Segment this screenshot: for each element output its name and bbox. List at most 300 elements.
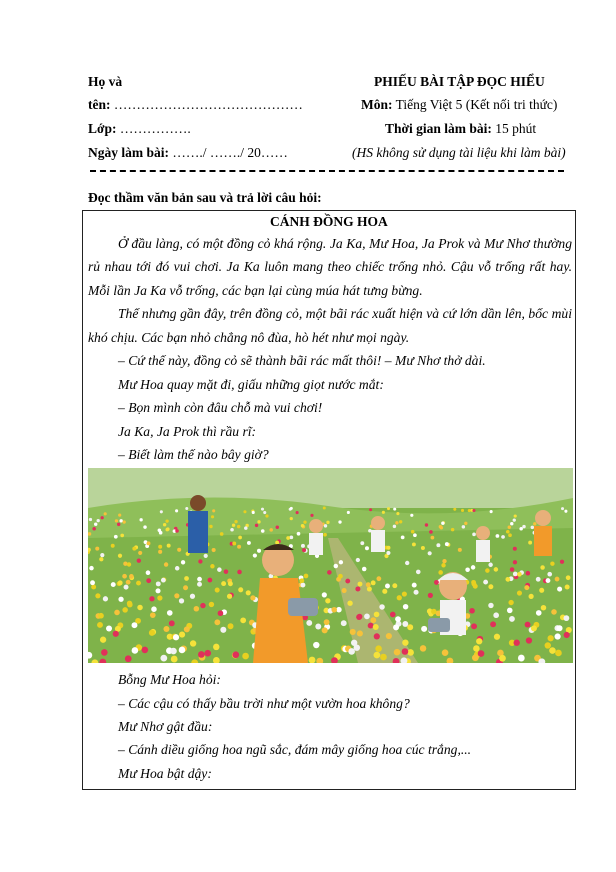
flower: [179, 647, 186, 654]
flower: [220, 532, 224, 536]
flower: [115, 519, 118, 522]
flower: [257, 549, 261, 553]
flower: [468, 509, 471, 512]
flower: [374, 652, 381, 659]
flower: [401, 536, 405, 540]
story-line: Ja Ka, Ja Prok thì rầu rĩ:: [118, 424, 257, 439]
flower: [103, 596, 108, 601]
flower: [357, 614, 363, 620]
flower: [407, 624, 413, 630]
flower: [227, 594, 232, 599]
flower: [390, 612, 396, 618]
flower: [396, 512, 399, 515]
flower: [499, 655, 506, 662]
flower: [471, 580, 476, 585]
flower: [442, 649, 449, 656]
flower: [204, 554, 208, 558]
flower: [111, 544, 115, 548]
flower: [158, 545, 162, 549]
flower: [560, 560, 564, 564]
flower: [94, 522, 97, 525]
child-figure: [371, 516, 385, 552]
flower: [114, 610, 120, 616]
flower: [89, 518, 92, 521]
flower: [453, 508, 456, 511]
flower: [120, 534, 124, 538]
flower: [402, 621, 408, 627]
flower: [395, 616, 401, 622]
flower: [402, 648, 409, 655]
flower: [509, 616, 515, 622]
flower: [508, 600, 513, 605]
flower: [355, 586, 360, 591]
flower: [185, 507, 188, 510]
flower: [488, 584, 493, 589]
flower: [549, 647, 556, 654]
flower: [351, 640, 357, 646]
flower: [451, 528, 455, 532]
flower: [158, 550, 162, 554]
class-field: Lớp: …………….: [88, 121, 191, 136]
flower: [100, 553, 104, 557]
flower: [132, 647, 139, 654]
flower: [286, 536, 290, 540]
flower: [548, 635, 554, 641]
flower: [170, 648, 177, 655]
flower: [97, 622, 103, 628]
flower: [507, 608, 513, 614]
flower: [118, 554, 122, 558]
flower: [129, 574, 134, 579]
flower: [301, 544, 305, 548]
flower: [230, 528, 234, 532]
flower: [257, 520, 260, 523]
flower: [421, 546, 425, 550]
flower: [529, 594, 534, 599]
flower: [536, 577, 541, 582]
flower: [445, 542, 449, 546]
flower: [261, 508, 264, 511]
flower: [204, 650, 211, 657]
flower: [290, 517, 293, 520]
flower: [513, 560, 517, 564]
flower: [263, 511, 266, 514]
flower: [302, 548, 306, 552]
flower: [122, 607, 128, 613]
flower: [161, 578, 166, 583]
flower: [385, 584, 390, 589]
flower: [228, 623, 234, 629]
flower: [369, 508, 372, 511]
flower: [392, 583, 397, 588]
flower: [224, 569, 229, 574]
flower: [175, 566, 180, 571]
flower: [412, 583, 417, 588]
flower: [348, 648, 355, 655]
flower: [137, 605, 142, 610]
flower: [184, 576, 189, 581]
flower: [139, 518, 142, 521]
flower: [164, 562, 168, 566]
flower: [106, 626, 112, 632]
flower: [360, 541, 364, 545]
flower: [519, 527, 523, 531]
flower: [117, 523, 120, 526]
flower: [458, 548, 462, 552]
flower: [374, 612, 380, 618]
flower: [402, 639, 408, 645]
flower: [146, 578, 151, 583]
flower: [92, 527, 96, 531]
flower: [347, 601, 352, 606]
flower: [250, 595, 255, 600]
flower: [197, 582, 202, 587]
flower: [513, 519, 516, 522]
flower: [370, 617, 376, 623]
flower: [174, 593, 179, 598]
flower: [493, 612, 499, 618]
flower: [494, 567, 499, 572]
story-line: – Cánh diều giống hoa ngũ sắc, đám mây giống hoa cúc trắng,...: [118, 742, 472, 757]
flower: [156, 581, 161, 586]
flower: [183, 585, 188, 590]
flower: [526, 637, 532, 643]
flower: [540, 565, 544, 569]
flower: [296, 511, 299, 514]
flower: [169, 620, 175, 626]
flower: [113, 631, 119, 637]
flower: [555, 577, 560, 582]
flower: [160, 655, 167, 662]
flower: [394, 649, 401, 656]
flower: [526, 571, 531, 576]
flower: [373, 624, 379, 630]
flower: [181, 560, 185, 564]
flower: [118, 514, 121, 517]
flower: [290, 507, 293, 510]
flower: [265, 514, 268, 517]
flower: [429, 530, 433, 534]
story-line: Mư Nhơ gật đầu:: [118, 719, 213, 734]
flower: [541, 605, 546, 610]
flower: [472, 654, 479, 661]
flower: [207, 578, 212, 583]
flower: [104, 512, 107, 515]
child-figure: [188, 495, 208, 553]
flower: [472, 509, 475, 512]
flower: [334, 564, 338, 568]
flower: [217, 567, 222, 572]
name-field: tên: ……………………………………: [88, 97, 303, 112]
flower: [434, 580, 439, 585]
flower: [240, 617, 246, 623]
flower: [368, 623, 374, 629]
flower: [143, 525, 146, 528]
flower: [89, 566, 94, 571]
flower: [261, 529, 265, 533]
flower: [407, 649, 414, 656]
flower: [522, 525, 525, 528]
flower: [488, 603, 493, 608]
flower: [209, 602, 214, 607]
flower: [136, 581, 141, 586]
flower: [301, 524, 304, 527]
flower: [375, 645, 382, 652]
flower: [531, 526, 534, 529]
flower: [255, 524, 258, 527]
flower: [442, 559, 446, 563]
flower: [171, 656, 178, 663]
flower: [327, 570, 332, 575]
flower: [147, 541, 151, 545]
flower: [565, 584, 570, 589]
flower: [175, 509, 178, 512]
flower: [405, 561, 409, 565]
flower: [210, 564, 214, 568]
flower: [165, 528, 169, 532]
story-line: – Cứ thế này, đồng cỏ sẽ thành bãi rác mất thôi! – Mư Nhơ thở dài.: [118, 353, 486, 368]
flower: [149, 596, 154, 601]
flower: [124, 585, 129, 590]
flower: [98, 613, 104, 619]
flower: [365, 546, 369, 550]
flower: [232, 542, 236, 546]
flower: [234, 520, 237, 523]
flower: [557, 625, 563, 631]
flower: [238, 587, 243, 592]
flower: [421, 626, 427, 632]
flower: [490, 510, 493, 513]
flower: [289, 535, 293, 539]
flower: [197, 577, 202, 582]
flower: [376, 576, 381, 581]
flower: [488, 563, 492, 567]
flower: [122, 574, 127, 579]
flower: [310, 514, 313, 517]
flower: [413, 533, 417, 537]
flower: [190, 640, 196, 646]
flower: [275, 541, 279, 545]
flower: [97, 519, 100, 522]
flower: [462, 525, 465, 528]
flower: [350, 629, 356, 635]
story-line: khó chịu. Các bạn nhỏ chẳng nô đùa, hò hét như mọi ngày.: [88, 330, 410, 345]
flower: [184, 626, 190, 632]
flower: [387, 507, 390, 510]
flower: [127, 601, 132, 606]
flower: [564, 510, 567, 513]
flower: [517, 572, 522, 577]
flower: [366, 582, 371, 587]
flower: [416, 570, 421, 575]
flower: [244, 526, 248, 530]
flower: [536, 610, 542, 616]
flower: [132, 622, 138, 628]
flower: [214, 619, 220, 625]
flower: [232, 523, 235, 526]
instruction: Đọc thầm văn bản sau và trả lời câu hỏi:: [88, 190, 322, 205]
flower: [163, 523, 166, 526]
flower: [149, 630, 155, 636]
flower: [382, 511, 385, 514]
flower: [243, 510, 246, 513]
flower: [513, 572, 518, 577]
flower: [476, 638, 482, 644]
flower: [471, 623, 477, 629]
flower: [345, 579, 350, 584]
flower: [304, 574, 309, 579]
flower: [155, 588, 160, 593]
flower: [100, 637, 106, 643]
flower: [313, 642, 319, 648]
name-label: Họ và: [88, 74, 123, 89]
flower: [118, 597, 123, 602]
flower: [357, 630, 363, 636]
flower: [555, 650, 562, 657]
flower: [386, 551, 390, 555]
flower: [472, 533, 476, 537]
flower: [322, 592, 327, 597]
flower: [439, 525, 442, 528]
flower: [420, 645, 427, 652]
flower: [325, 598, 330, 603]
story-line: Thế nhưng gần đây, trên đồng cỏ, một bãi rác xuất hiện và cứ lớn dần lên, bốc mùi: [118, 306, 572, 321]
flower: [546, 578, 551, 583]
flower: [137, 559, 141, 563]
flower: [525, 622, 531, 628]
flower: [473, 645, 480, 652]
flower: [126, 580, 131, 585]
story-line: – Biết làm thế nào bây giờ?: [118, 447, 269, 462]
story-line: Bỗng Mư Hoa hỏi:: [118, 672, 221, 687]
flower: [228, 581, 233, 586]
flower: [324, 524, 327, 527]
flower: [151, 606, 157, 612]
flower: [177, 548, 181, 552]
flower: [425, 523, 428, 526]
flower: [393, 624, 399, 630]
flower: [221, 581, 226, 586]
flower: [531, 625, 537, 631]
child-figure: [534, 510, 552, 556]
flower: [524, 585, 529, 590]
flower: [397, 595, 402, 600]
flower: [342, 588, 347, 593]
flower: [555, 633, 561, 639]
flower: [179, 598, 184, 603]
flower: [362, 567, 367, 572]
flower: [246, 590, 251, 595]
flower: [428, 551, 432, 555]
story-line: – Các cậu có thấy bầu trời như một vườn hoa không?: [118, 696, 410, 711]
time-limit: Thời gian làm bài: 15 phút: [385, 121, 537, 136]
flower: [237, 570, 242, 575]
story-line: – Bọn mình còn đâu chỗ mà vui chơi!: [118, 400, 323, 415]
flower: [561, 507, 564, 510]
flower: [132, 547, 136, 551]
flower: [146, 570, 151, 575]
flower: [386, 546, 390, 550]
flower: [428, 593, 433, 598]
flower: [306, 620, 312, 626]
flower: [138, 551, 142, 555]
flower: [414, 590, 419, 595]
flower: [490, 621, 496, 627]
flower: [347, 511, 350, 514]
flower: [464, 522, 467, 525]
flower: [431, 609, 437, 615]
flower: [505, 577, 510, 582]
child-figure: [309, 519, 323, 555]
flower: [118, 580, 123, 585]
flower: [167, 544, 171, 548]
flower: [533, 522, 536, 525]
flower: [494, 634, 500, 640]
date-field: Ngày làm bài: ……./ ……./ 20……: [88, 145, 288, 160]
flower: [315, 624, 321, 630]
flower: [379, 604, 384, 609]
story-line: Mư Hoa quay mặt đi, giấu những giọt nước mắt:: [118, 377, 384, 392]
flower: [367, 587, 372, 592]
flower: [237, 545, 241, 549]
flower: [465, 567, 470, 572]
flower: [252, 511, 255, 514]
flower: [95, 593, 100, 598]
worksheet-title: PHIẾU BÀI TẬP ĐỌC HIỂU: [374, 74, 545, 89]
flower: [514, 514, 517, 517]
flower: [157, 595, 162, 600]
flower: [167, 610, 173, 616]
flower: [247, 541, 251, 545]
flower: [557, 587, 562, 592]
flower: [220, 627, 226, 633]
flower: [120, 519, 123, 522]
flower: [299, 578, 304, 583]
flower: [211, 515, 214, 518]
flower: [436, 543, 440, 547]
flower: [399, 520, 402, 523]
flower: [510, 522, 513, 525]
flower: [209, 525, 212, 528]
flower: [356, 558, 360, 562]
flower: [331, 607, 337, 613]
flower: [269, 528, 273, 532]
child-figure: [476, 526, 490, 562]
flower: [324, 619, 330, 625]
flower: [142, 647, 149, 654]
flower: [127, 562, 131, 566]
flower: [393, 508, 396, 511]
flower: [478, 650, 485, 657]
flower: [382, 589, 387, 594]
flower: [550, 562, 554, 566]
flower: [411, 530, 415, 534]
flower: [506, 530, 510, 534]
flower: [300, 583, 305, 588]
flower: [253, 553, 257, 557]
flower: [483, 580, 488, 585]
flower: [198, 651, 205, 658]
flower: [410, 514, 413, 517]
flower: [517, 590, 522, 595]
flower: [564, 632, 570, 638]
flower: [441, 563, 445, 567]
flower: [374, 633, 380, 639]
flower: [501, 535, 505, 539]
divider: [90, 170, 564, 172]
flower: [190, 594, 195, 599]
note: (HS không sử dụng tài liệu khi làm bài): [352, 145, 566, 160]
